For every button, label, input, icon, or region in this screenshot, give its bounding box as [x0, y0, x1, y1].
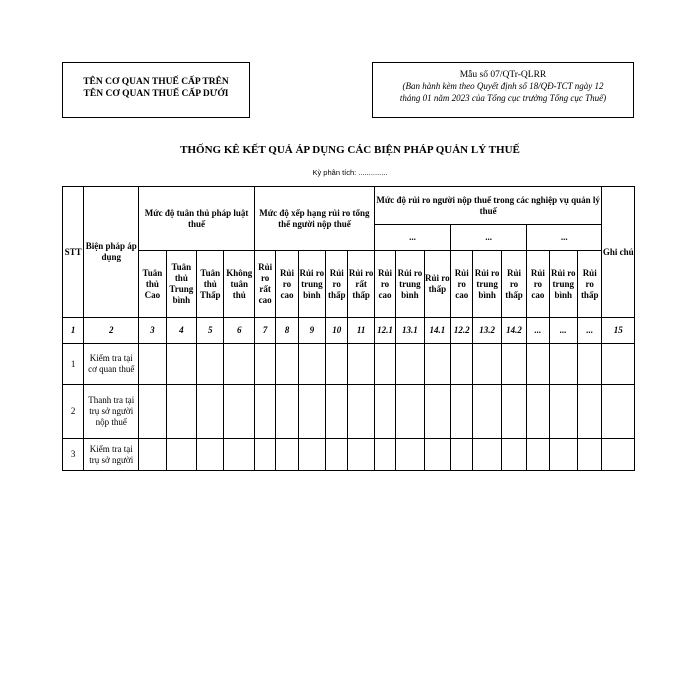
col-header-note: Ghi chú	[602, 187, 635, 318]
column-number: 6	[224, 318, 254, 344]
column-number: 5	[197, 318, 224, 344]
col-header-op2-risk-high: Rủi ro cao	[451, 251, 473, 318]
col-header-op2-risk-medium: Rủi ro trung bình	[473, 251, 501, 318]
column-number: 14.2	[501, 318, 526, 344]
col-header-compliance-low: Tuân thủ Thấp	[197, 251, 224, 318]
agency-box	[62, 62, 250, 118]
table-row	[63, 439, 635, 471]
table-row	[63, 344, 635, 385]
row-measure: Thanh tra tại trụ sở người nộp thuế	[84, 385, 139, 439]
form-code: Mẫu số 07/QTr-QLRR	[459, 70, 547, 80]
column-number: 14.1	[424, 318, 450, 344]
col-header-op3-risk-low: Rủi ro thấp	[577, 251, 601, 318]
agency-upper: TÊN CƠ QUAN THUẾ CẤP TRÊN	[83, 77, 229, 87]
column-number: 13.2	[473, 318, 501, 344]
column-number-row	[63, 318, 635, 344]
col-header-op3-risk-high: Rủi ro cao	[527, 251, 549, 318]
column-number: 4	[166, 318, 196, 344]
col-header-op1-risk-medium: Rủi ro trung bình	[396, 251, 424, 318]
col-header-measure: Biện pháp áp dụng	[84, 187, 139, 318]
col-header-op3-risk-medium: Rủi ro trung bình	[549, 251, 577, 318]
column-number: ...	[549, 318, 577, 344]
col-header-compliance-high: Tuân thủ Cao	[139, 251, 166, 318]
col-header-risk-high: Rủi ro cao	[276, 251, 298, 318]
col-header-stt: STT	[63, 187, 84, 318]
agency-lower: TÊN CƠ QUAN THUẾ CẤP DƯỚI	[83, 89, 229, 99]
column-number: 8	[276, 318, 298, 344]
form-basis-line-1: (Ban hành kèm theo Quyết định số 18/QĐ-TCT ngày 12	[402, 81, 604, 91]
operation-group-2: ...	[451, 225, 527, 251]
form-info-box	[372, 62, 634, 118]
col-header-op1-risk-high: Rủi ro cao	[374, 251, 395, 318]
group-header-overall-risk: Mức độ xếp hạng rủi ro tổng thể người nộp thuế	[254, 187, 374, 251]
column-number: 1	[63, 318, 84, 344]
column-number: ...	[527, 318, 549, 344]
table-row	[63, 385, 635, 439]
document-title: THỐNG KÊ KẾT QUẢ ÁP DỤNG CÁC BIỆN PHÁP QUẢN LÝ THUẾ	[180, 144, 520, 156]
group-header-compliance: Mức độ tuân thủ pháp luật thuế	[139, 187, 255, 251]
statistics-table	[62, 186, 635, 471]
header-row-3	[63, 251, 635, 318]
col-header-op1-risk-low: Rủi ro thấp	[424, 251, 450, 318]
analysis-period: Kỳ phân tích: ..............	[312, 168, 388, 177]
operation-group-3: ...	[527, 225, 602, 251]
column-number: 2	[84, 318, 139, 344]
operation-group-1: ...	[374, 225, 450, 251]
form-basis-line-2: tháng 01 năm 2023 của Tổng cục trưởng Tổng cục Thuế)	[399, 92, 607, 103]
col-header-risk-very-high: Rủi ro rất cao	[254, 251, 275, 318]
col-header-non-compliance: Không tuân thủ	[224, 251, 254, 318]
col-header-risk-very-low: Rủi ro rất thấp	[348, 251, 374, 318]
column-number: ...	[577, 318, 601, 344]
column-number: 15	[602, 318, 635, 344]
col-header-risk-medium: Rủi ro trung bình	[298, 251, 325, 318]
col-header-op2-risk-low: Rủi ro thấp	[501, 251, 526, 318]
col-header-compliance-medium: Tuân thủ Trung bình	[166, 251, 196, 318]
row-stt: 3	[63, 439, 84, 471]
column-number: 10	[326, 318, 348, 344]
column-number: 12.1	[374, 318, 395, 344]
row-stt: 1	[63, 344, 84, 385]
group-header-operation-risk: Mức độ rủi ro người nộp thuế trong các nghiệp vụ quản lý thuế	[374, 187, 602, 225]
row-measure: Kiểm tra tại cơ quan thuế	[84, 344, 139, 385]
column-number: 11	[348, 318, 374, 344]
column-number: 9	[298, 318, 325, 344]
row-measure: Kiểm tra tại trụ sở người	[84, 439, 139, 471]
column-number: 12.2	[451, 318, 473, 344]
row-stt: 2	[63, 385, 84, 439]
col-header-risk-low: Rủi ro thấp	[326, 251, 348, 318]
column-number: 13.1	[396, 318, 424, 344]
header-row-1	[63, 187, 635, 225]
column-number: 3	[139, 318, 166, 344]
column-number: 7	[254, 318, 275, 344]
